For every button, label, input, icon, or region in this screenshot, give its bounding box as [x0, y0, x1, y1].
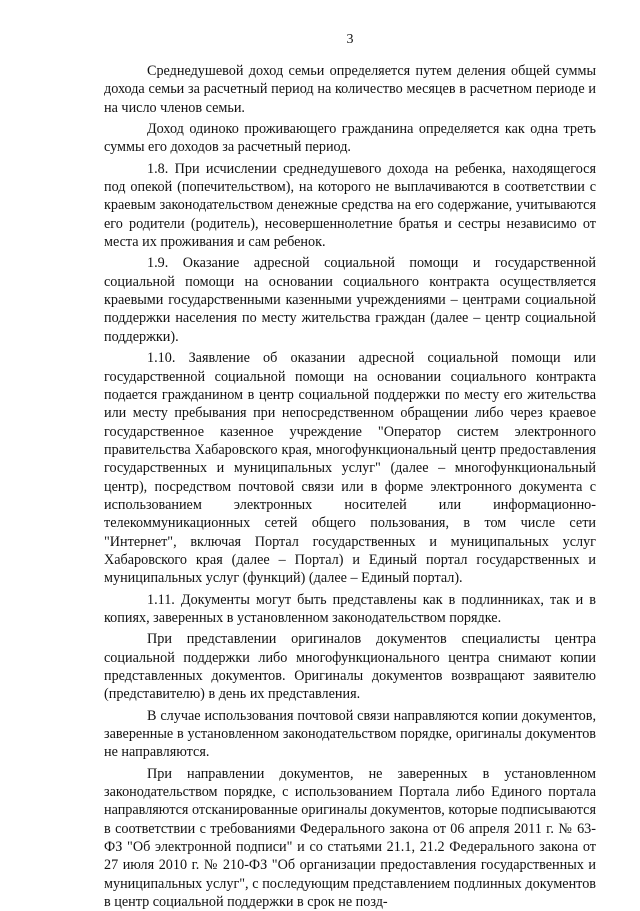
paragraph-portal-documents: При направлении документов, не заверенных в установленном законодательством порядке, с использованием Портала либо Единого портала направляются отсканированные оригиналы документов, которые подписываются в соответствии с требованиями Федерального закона от 06 апреля 2011 г. № 63-ФЗ "Об электронной подписи" и со статьями 21.1, 21.2 Федерального закона от 27 июля 2010 г. № 210-ФЗ "Об организации предоставления государственных и муниципальных услуг", с последующим представлением подлинных документов в центр социальной поддержки в срок не позд- — [104, 765, 596, 911]
paragraph-1-9: 1.9. Оказание адресной социальной помощи и государственной социальной помощи на основании социального контракта осуществляется краевыми государственными казенными учреждениями – центрами социальной поддержки населения по месту жительства граждан (далее – центр социальной поддержки). — [104, 255, 596, 345]
paragraph-1-11: 1.11. Документы могут быть представлены как в подлинниках, так и в копиях, заверенных в установленном законодательством порядке. — [104, 591, 596, 626]
paragraph-1-10: 1.10. Заявление об оказании адресной социальной помощи или государственной социальной помощи на основании социального контракта подается гражданином в центр социальной поддержки по месту его жительства или месту пребывания при непосредственном обращении либо через краевое государственное казенное учреждение "Оператор систем электронного правительства Хабаровского края, многофункциональный центр предоставления государственных и муниципальных услуг" (далее – многофункциональный центр), посредством почтовой связи или в форме электронного документа с использованием электронных носителей или информационно-телекоммуникационных сетей общего пользования, в том числе сети "Интернет", включая Портал государственных и муниципальных услуг Хабаровского края (далее – Портал) и Единый портал государственных и муниципальных услуг (функций) (далее – Единый портал). — [104, 350, 596, 587]
paragraph-postal: В случае использования почтовой связи направляются копии документов, заверенные в установленном законодательством порядке, оригиналы документов не направляются. — [104, 707, 596, 761]
paragraph-1-8: 1.8. При исчислении среднедушевого дохода на ребенка, находящегося под опекой (попечительством), на которого не выплачиваются в соответствии с краевым законодательством денежные средства на его содержание, учитываются его родители (родитель), несовершеннолетние братья и сестры независимо от места их проживания и сам ребенок. — [104, 160, 596, 251]
paragraph-originals: При представлении оригиналов документов специалисты центра социальной поддержки либо многофункционального центра снимают копии представленных документов. Оригиналы документов возвращают заявителю (представителю) в день их представления. — [104, 631, 596, 703]
paragraph-average-income: Среднедушевой доход семьи определяется путем деления общей суммы дохода семьи за расчетный период на количество месяцев в расчетном периоде и на число членов семьи. — [104, 63, 596, 116]
paragraph-single-income: Доход одиноко проживающего гражданина определяется как одна треть суммы его доходов за расчетный период. — [104, 121, 596, 156]
page-number: 3 — [346, 32, 354, 47]
